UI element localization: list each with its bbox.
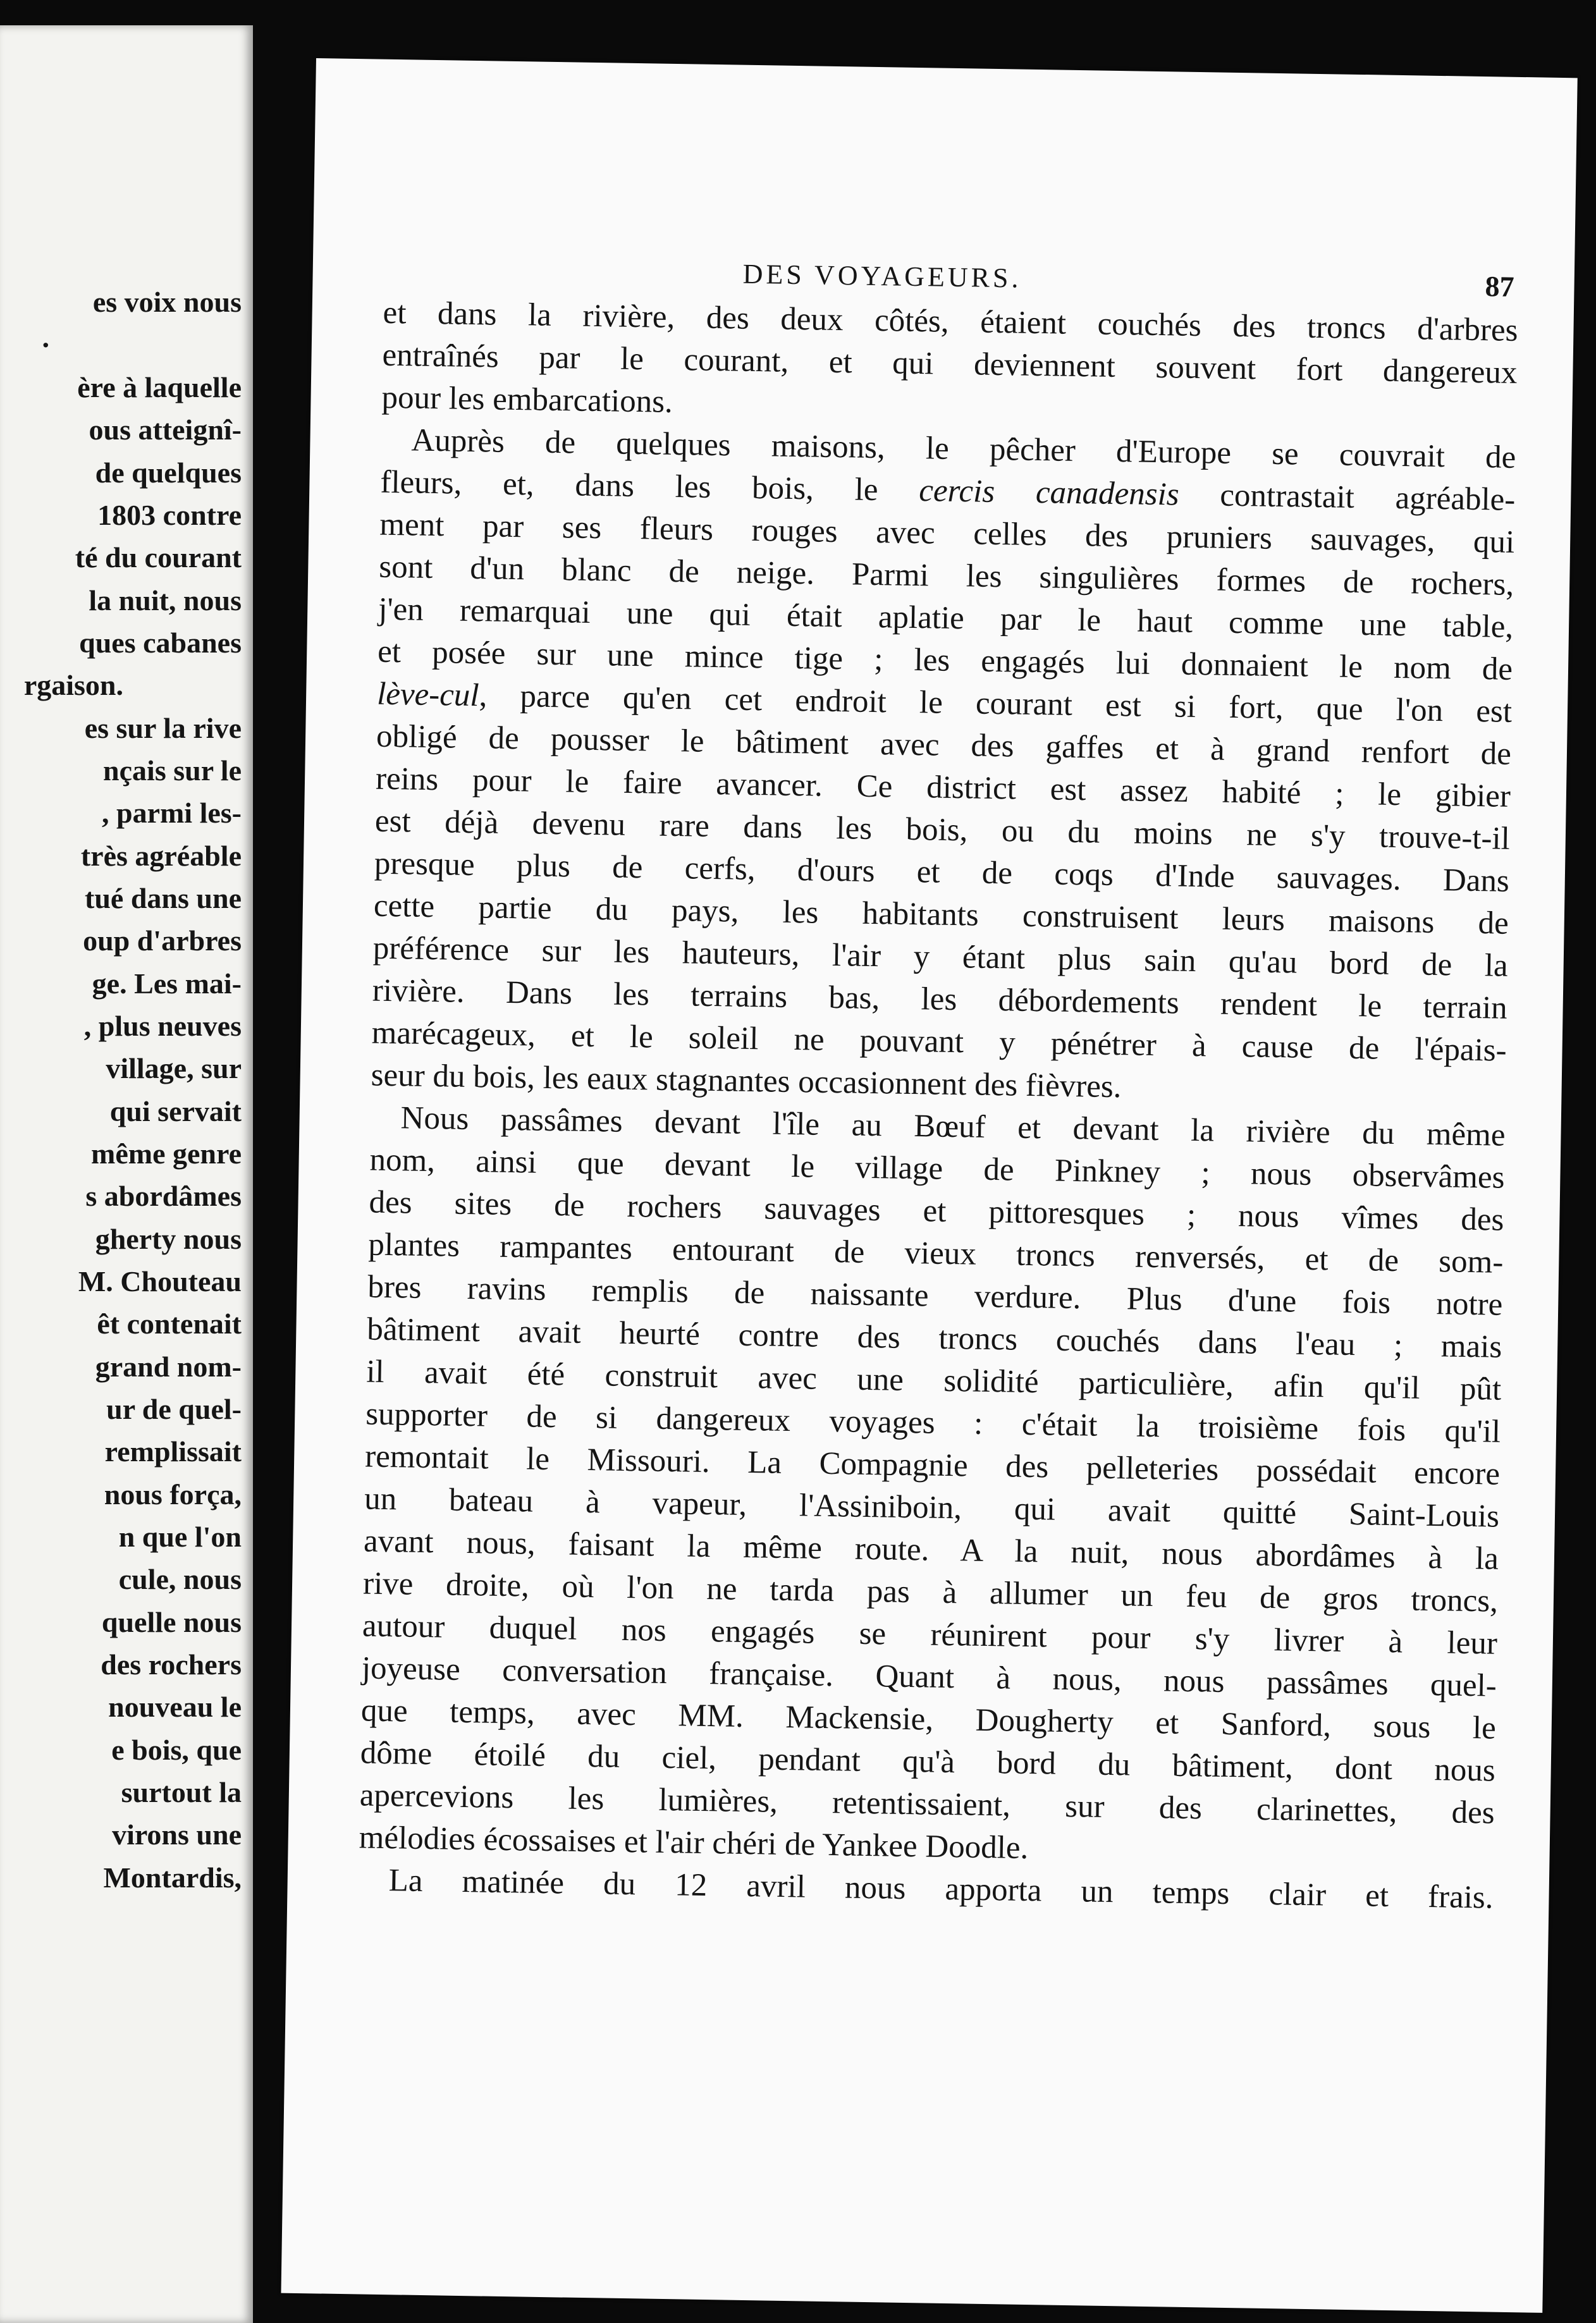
text-line: un bateau à vapeur, l'Assiniboin, qui avait quitté Saint-Louis	[364, 1481, 1500, 1535]
text-line: rivière. Dans les terrains bas, les débordements rendent le terrain	[372, 972, 1508, 1026]
left-page-line: même genre	[91, 1137, 242, 1170]
text-line: joyeuse conversation française. Quant à nous, nous passâmes quel-	[361, 1650, 1497, 1704]
left-page-line: , parmi les-	[101, 797, 242, 829]
left-page-line: gherty nous	[95, 1223, 242, 1255]
text-line: obligé de pousser le bâtiment avec des gaffes et à grand renfort de	[376, 718, 1512, 772]
left-page-line: n que l'on	[118, 1521, 242, 1553]
text-line: ment par ses fleurs rouges avec celles des pruniers sauvages, qui	[379, 506, 1515, 560]
text-line: sont d'un blanc de neige. Parmi les singulières formes de rochers,	[378, 549, 1514, 603]
left-page-line: la nuit, nous	[89, 584, 242, 616]
left-page-line: oup d'arbres	[83, 924, 242, 957]
left-page-line: té du courant	[75, 541, 242, 573]
text-line: bres ravins remplis de naissante verdure. Plus d'une fois notre	[367, 1269, 1503, 1323]
left-page-line: 1803 contre	[97, 499, 242, 531]
page-number: 87	[1485, 270, 1514, 303]
right-page	[281, 58, 1577, 2313]
left-page-line: ·	[40, 329, 51, 361]
text-line: Nous passâmes devant l'île au Bœuf et devant la rivière du même	[400, 1100, 1506, 1153]
left-page-line: des rochers	[101, 1648, 242, 1681]
text-line: bâtiment avait heurté contre des troncs couchés dans l'eau ; mais	[366, 1311, 1502, 1365]
italic-term: cercis canadensis	[918, 473, 1180, 513]
left-page-line: de quelques	[95, 457, 242, 489]
left-page-line: ous atteignî-	[89, 414, 242, 446]
text-line: plantes rampantes entourant de vieux troncs renversés, et de som-	[368, 1227, 1504, 1280]
text-line: supporter de si dangereux voyages : c'était la troisième fois qu'il	[365, 1396, 1501, 1450]
text-run: fleurs, et, dans les bois, le	[380, 464, 919, 509]
left-page-line: nçais sur le	[103, 754, 242, 787]
text-line: des sites de rochers sauvages et pittoresques ; nous vîmes des	[369, 1184, 1504, 1238]
text-line: seur du bois, les eaux stagnantes occasionnent des fièvres.	[371, 1057, 1122, 1105]
running-head: DES VOYAGEURS.	[742, 258, 1022, 294]
text-line: entraînés par le courant, et qui deviennent souvent fort dangereux	[382, 337, 1518, 391]
text-run: contrastait agréable-	[1179, 477, 1516, 518]
text-line: nom, ainsi que devant le village de Pinkney ; nous observâmes	[369, 1142, 1505, 1196]
text-line: reins pour le faire avancer. Ce district est assez habité ; le gibier	[375, 761, 1511, 814]
left-page-line: es sur la rive	[84, 712, 242, 744]
text-line: presque plus de cerfs, d'ours et de coqs d'Inde sauvages. Dans	[374, 845, 1510, 899]
left-page-line: virons une	[112, 1818, 242, 1851]
text-line: apercevions les lumières, retentissaient, sur des clarinettes, des	[359, 1777, 1495, 1831]
text-line: il avait été construit avec une solidité particulière, afin qu'il pût	[365, 1354, 1502, 1407]
text-line: marécageux, et le soleil ne pouvant y pénétrer à cause de l'épais-	[371, 1015, 1507, 1069]
left-page-line: cule, nous	[118, 1563, 242, 1595]
left-page-line: village, sur	[106, 1052, 242, 1084]
left-page-line: ère à laquelle	[77, 371, 242, 403]
text-line: et dans la rivière, des deux côtés, étaient couchés des troncs d'arbres	[383, 295, 1518, 348]
text-line: et posée sur une mince tige ; les engagés lui donnaient le nom de	[377, 634, 1513, 687]
left-page-line: ur de quel-	[106, 1393, 242, 1425]
left-page-line: ge. Les mai-	[92, 967, 242, 1000]
text-line: mélodies écossaises et l'air chéri de Yankee Doodle.	[359, 1820, 1029, 1866]
left-page-line: , plus neuves	[83, 1010, 242, 1042]
text-line: j'en remarquai une qui était aplatie par le haut comme une table,	[378, 591, 1514, 645]
text-line: avant nous, faisant la même route. A la nuit, nous abordâmes à la	[363, 1523, 1499, 1577]
left-page-line: Montardis,	[103, 1861, 242, 1894]
left-page-line: remplissait	[104, 1435, 242, 1468]
left-page-line: M. Chouteau	[78, 1265, 242, 1297]
text-run: , parce qu'en cet endroit le courant est si fort, que l'on est	[479, 678, 1513, 730]
text-line: préférence sur les hauteurs, l'air y étant plus sain qu'au bord de la	[372, 930, 1509, 984]
text-line: remontait le Missouri. La Compagnie des pelleteries possédait encore	[364, 1438, 1501, 1492]
text-line: pour les embarcations.	[381, 379, 673, 420]
left-page-line: nouveau le	[108, 1691, 242, 1723]
left-page-line: grand nom-	[95, 1351, 242, 1383]
text-line: cette partie du pays, les habitants construisent leurs maisons de	[373, 888, 1509, 941]
left-page-line: e bois, que	[111, 1734, 242, 1766]
left-page-line: rgaison.	[23, 669, 123, 701]
left-page	[0, 25, 253, 2323]
text-line: La matinée du 12 avril nous apporta un temps clair et frais.	[388, 1863, 1494, 1916]
text-line: rive droite, où l'on ne tarda pas à allumer un feu de gros troncs,	[362, 1566, 1499, 1619]
left-page-line: quelle nous	[101, 1606, 242, 1638]
left-page-line: ques cabanes	[79, 627, 242, 659]
left-page-line: es voix nous	[92, 286, 242, 318]
left-page-line: êt contenait	[97, 1308, 242, 1340]
text-line: est déjà devenu rare dans les bois, ou du moins ne s'y trouve-t-il	[374, 803, 1511, 857]
text-line: autour duquel nos engagés se réunirent pour s'y livrer à leur	[362, 1608, 1498, 1662]
italic-term: lève-cul	[376, 676, 480, 714]
left-page-line: tué dans une	[85, 882, 242, 914]
text-line: Auprès de quelques maisons, le pêcher d'Europe se couvrait de	[411, 422, 1516, 475]
left-page-line: nous força,	[104, 1478, 242, 1511]
body-text	[358, 292, 1518, 1920]
left-page-line: qui servait	[109, 1095, 242, 1127]
left-page-line: surtout la	[121, 1776, 242, 1808]
text-line: dôme étoilé du ciel, pendant qu'à bord du bâtiment, dont nous	[360, 1735, 1496, 1789]
text-line: que temps, avec MM. Mackensie, Dougherty et Sanford, sous le	[360, 1693, 1497, 1746]
left-page-line: s abordâmes	[85, 1180, 242, 1212]
left-page-line: très agréable	[80, 840, 242, 872]
